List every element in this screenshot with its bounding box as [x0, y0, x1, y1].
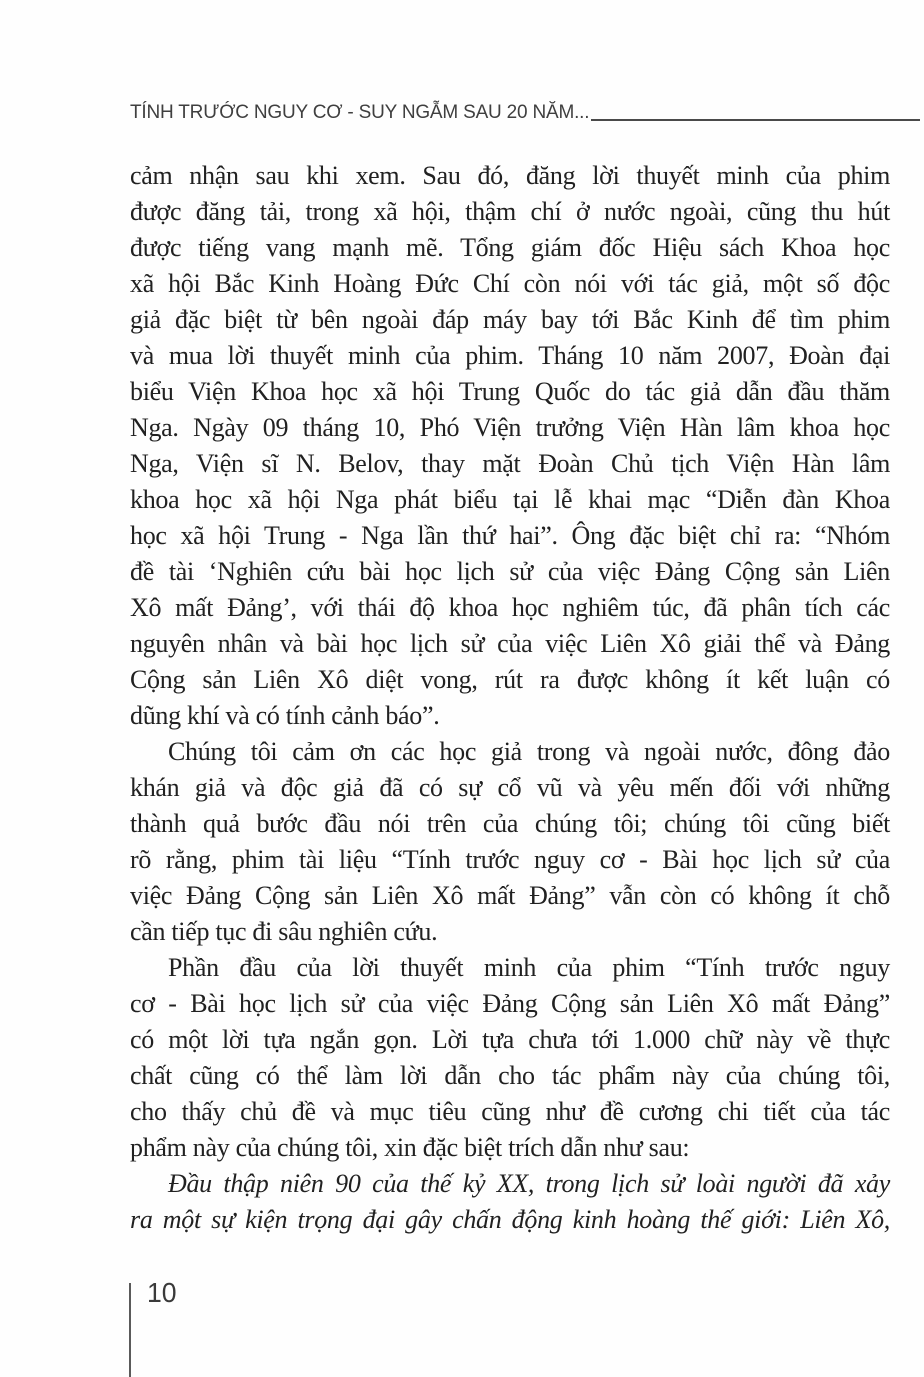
- text-line: cơ - Bài học lịch sử của việc Đảng Cộng sản Liên Xô mất Đảng”: [130, 989, 890, 1018]
- text-line: dũng khí và có tính cảnh báo”.: [130, 701, 440, 730]
- running-header: [130, 102, 920, 124]
- paragraph: [130, 1166, 890, 1238]
- text-line: ra một sự kiện trọng đại gây chấn động kinh hoàng thế giới: Liên Xô,: [130, 1205, 890, 1234]
- text-line: Xô mất Đảng’, với thái độ khoa học nghiêm túc, đã phân tích các: [130, 593, 890, 622]
- text-line: thành quả bước đầu nói trên của chúng tôi; chúng tôi cũng biết: [130, 809, 890, 838]
- text-line: biểu Viện Khoa học xã hội Trung Quốc do tác giả dẫn đầu thăm: [130, 377, 890, 406]
- text-line: được tiếng vang mạnh mẽ. Tổng giám đốc Hiệu sách Khoa học: [130, 233, 890, 262]
- text-line: khán giả và độc giả đã có sự cổ vũ và yêu mến đối với những: [130, 773, 890, 802]
- text-line: xã hội Bắc Kinh Hoàng Đức Chí còn nói với tác giả, một số độc: [130, 269, 890, 298]
- text-line: Nga, Viện sĩ N. Belov, thay mặt Đoàn Chủ tịch Viện Hàn lâm: [130, 449, 890, 478]
- text-line: Chúng tôi cảm ơn các học giả trong và ngoài nước, đông đảo: [168, 737, 890, 766]
- paragraph: [130, 950, 890, 1166]
- running-header-title: TÍNH TRƯỚC NGUY CƠ - SUY NGẪM SAU 20 NĂM...: [130, 102, 590, 123]
- footer-rule: [129, 1283, 131, 1377]
- text-line: việc Đảng Cộng sản Liên Xô mất Đảng” vẫn còn có không ít chỗ: [130, 881, 890, 910]
- text-line: có một lời tựa ngắn gọn. Lời tựa chưa tới 1.000 chữ này về thực: [130, 1025, 890, 1054]
- header-rule: [591, 119, 920, 121]
- text-line: Phần đầu của lời thuyết minh của phim “Tính trước nguy: [168, 953, 890, 982]
- paragraph: [130, 734, 890, 950]
- text-line: khoa học xã hội Nga phát biểu tại lễ khai mạc “Diễn đàn Khoa: [130, 485, 890, 514]
- text-line: Cộng sản Liên Xô diệt vong, rút ra được không ít kết luận có: [130, 665, 890, 694]
- text-line: chất cũng có thể làm lời dẫn cho tác phẩm này của chúng tôi,: [130, 1061, 890, 1090]
- text-line: đề tài ‘Nghiên cứu bài học lịch sử của việc Đảng Cộng sản Liên: [130, 557, 890, 586]
- text-line: cần tiếp tục đi sâu nghiên cứu.: [130, 917, 438, 946]
- text-line: và mua lời thuyết minh của phim. Tháng 10 năm 2007, Đoàn đại: [130, 341, 890, 370]
- page-number: 10: [147, 1277, 177, 1308]
- text-line: Đầu thập niên 90 của thế kỷ XX, trong lịch sử loài người đã xảy: [168, 1169, 890, 1198]
- body-text: [130, 158, 890, 1238]
- text-line: rõ rằng, phim tài liệu “Tính trước nguy cơ - Bài học lịch sử của: [130, 845, 890, 874]
- text-line: giả đặc biệt từ bên ngoài đáp máy bay tới Bắc Kinh để tìm phim: [130, 305, 890, 334]
- text-line: phẩm này của chúng tôi, xin đặc biệt trích dẫn như sau:: [130, 1133, 690, 1162]
- text-line: Nga. Ngày 09 tháng 10, Phó Viện trưởng Viện Hàn lâm khoa học: [130, 413, 890, 442]
- text-line: cho thấy chủ đề và mục tiêu cũng như đề cương chi tiết của tác: [130, 1097, 890, 1126]
- text-line: cảm nhận sau khi xem. Sau đó, đăng lời thuyết minh của phim: [130, 161, 890, 190]
- paragraph: [130, 158, 890, 734]
- text-line: nguyên nhân và bài học lịch sử của việc Liên Xô giải thể và Đảng: [130, 629, 890, 658]
- text-line: được đăng tải, trong xã hội, thậm chí ở nước ngoài, cũng thu hút: [130, 197, 890, 226]
- text-line: học xã hội Trung - Nga lần thứ hai”. Ông đặc biệt chỉ ra: “Nhóm: [130, 521, 890, 550]
